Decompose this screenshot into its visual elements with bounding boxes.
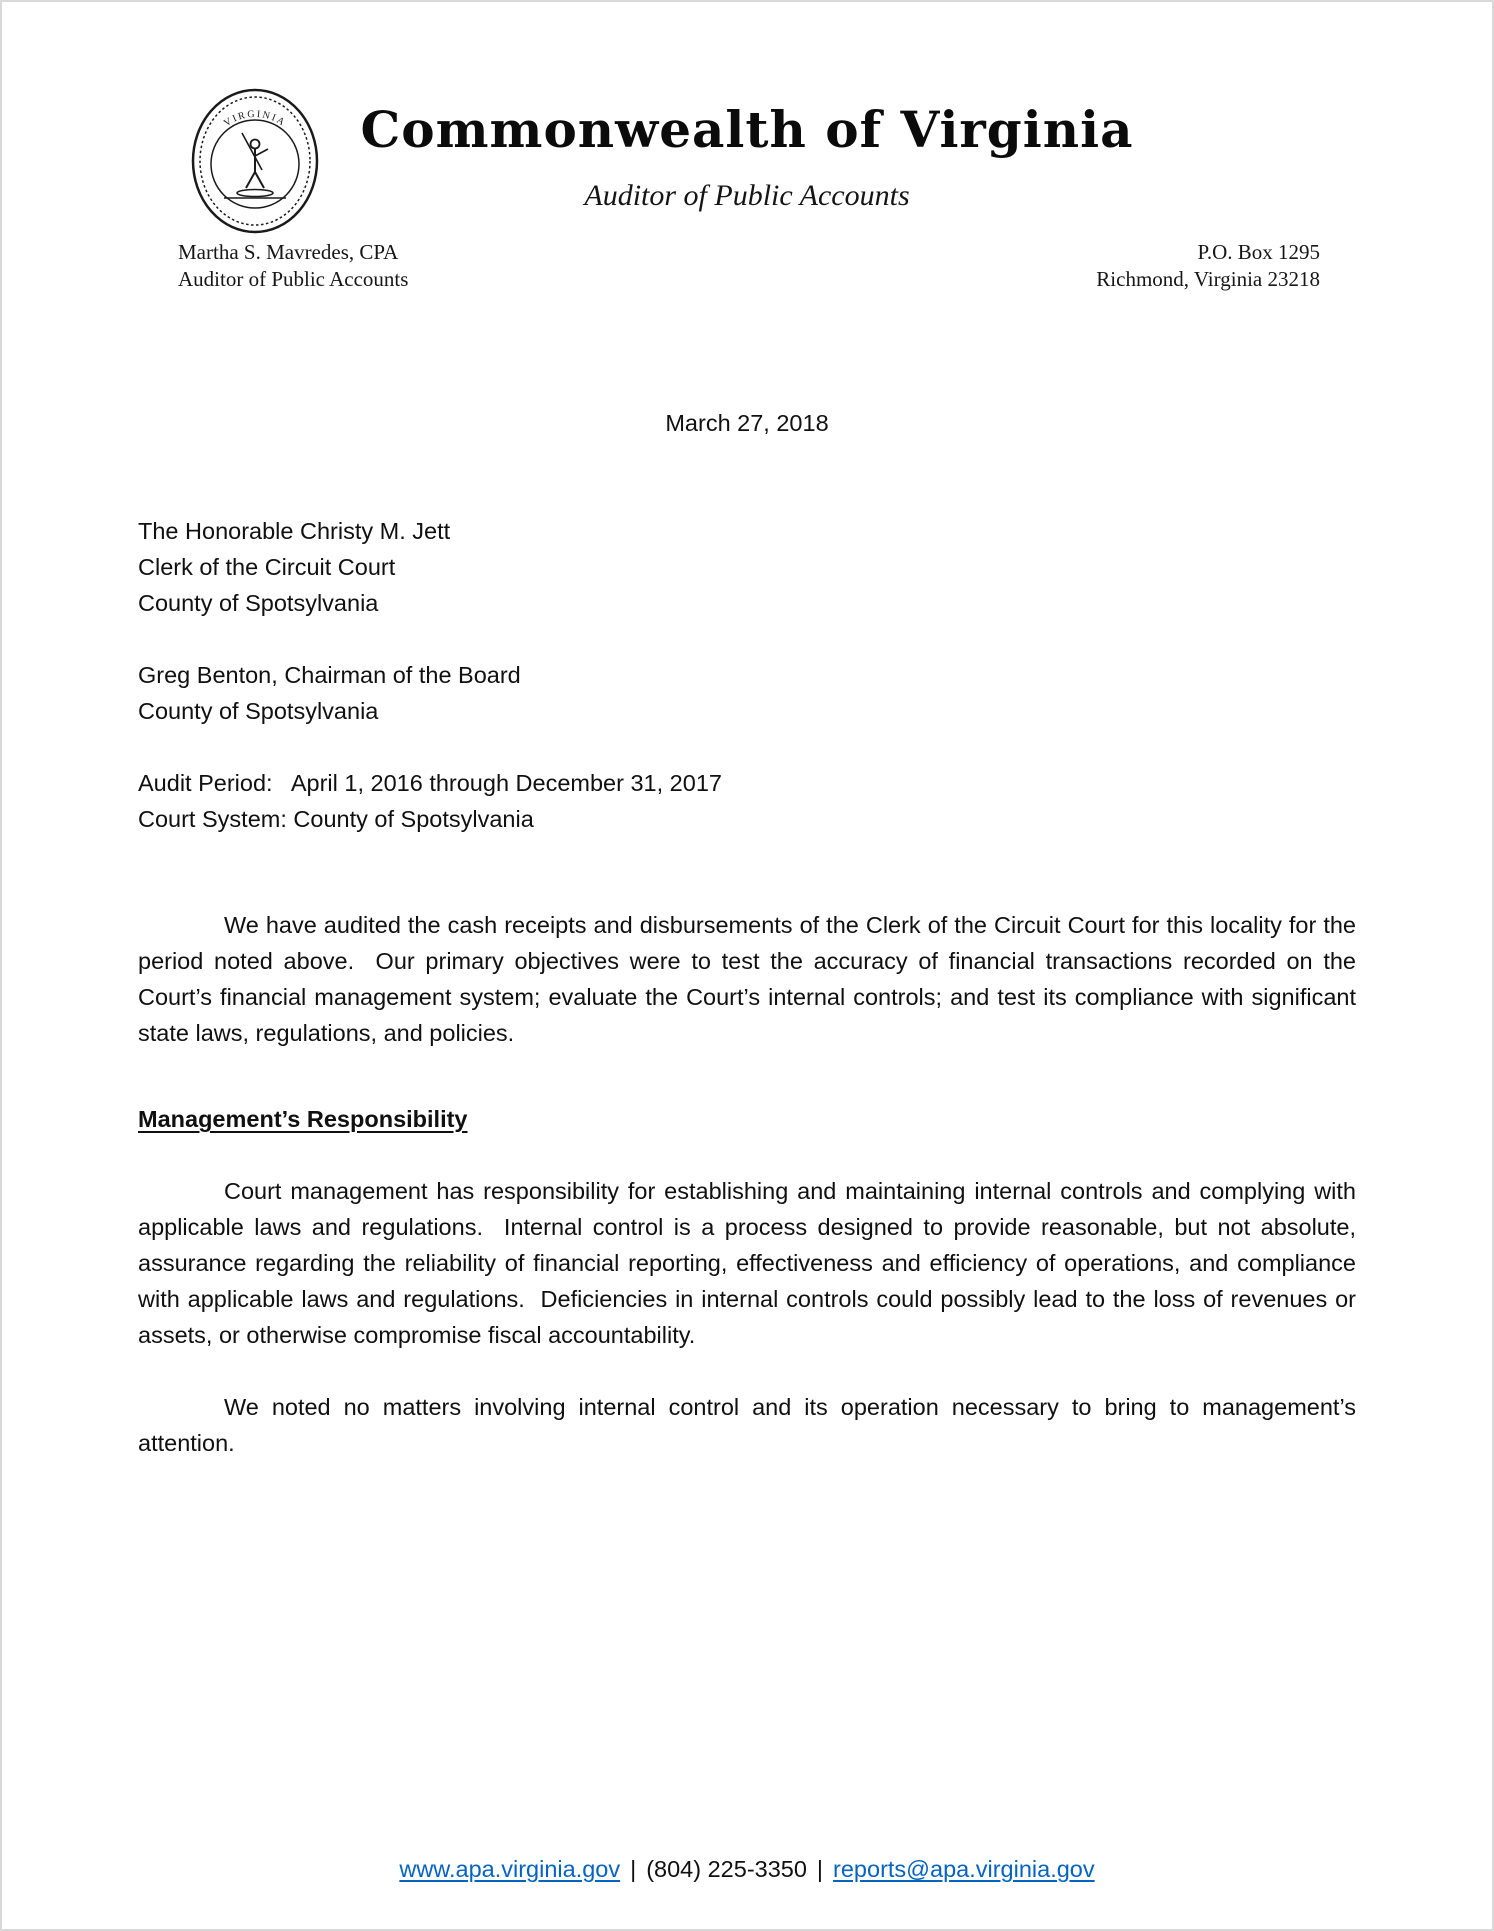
org-subtitle: Auditor of Public Accounts	[584, 179, 910, 212]
letter-body	[138, 405, 1363, 1461]
recipient-block-1	[138, 513, 1356, 621]
body-paragraph-3: We noted no matters involving internal control and its operation necessary to bring to management’s attention.	[138, 1394, 1363, 1456]
audit-period-line: Audit Period: April 1, 2016 through December 31, 2017	[138, 770, 722, 796]
phone-number: (804) 225-3350	[646, 1856, 807, 1882]
footer-separator: |	[630, 1856, 637, 1882]
recipient-locality: County of Spotsylvania	[138, 698, 379, 724]
section-heading-managements-responsibility: Management’s Responsibility	[138, 1106, 468, 1132]
recipient-locality: County of Spotsylvania	[138, 590, 379, 616]
virginia-seal-icon	[190, 86, 320, 236]
page-footer	[2, 1856, 1492, 1883]
court-system-line: Court System: County of Spotsylvania	[138, 806, 534, 832]
letter-date: March 27, 2018	[665, 410, 829, 436]
audit-info-block	[138, 765, 1356, 837]
auditor-block	[138, 239, 408, 293]
letterhead-info-row	[138, 239, 1356, 293]
body-paragraph-1: We have audited the cash receipts and disbursements of the Clerk of the Circuit Court for this locality for the period noted above. Our primary objectives were to test the accuracy of financial transactions recorded on the Court’s financial management system; evaluate the Court’s internal controls; and test its compliance with significant state laws, regulations, and policies.	[138, 912, 1363, 1046]
website-link[interactable]: www.apa.virginia.gov	[399, 1856, 621, 1882]
auditor-title: Auditor of Public Accounts	[178, 267, 409, 291]
recipient-name: Greg Benton, Chairman of the Board	[138, 662, 521, 688]
seal-arc-text: VIRGINIA	[221, 108, 289, 130]
recipient-block-2	[138, 657, 1356, 729]
body-paragraph-2: Court management has responsibility for establishing and maintaining internal controls and complying with applicable laws and regulations. Internal control is a process designed to provide reasonable, but not absolute, assurance regarding the reliability of financial reporting, effectiveness and efficiency of operations, and compliance with applicable laws and regulations. Deficiencies in internal controls could possibly lead to the loss of revenues or assets, or otherwise compromise fiscal accountability.	[138, 1178, 1363, 1348]
city-state-zip-line: Richmond, Virginia 23218	[1096, 267, 1320, 291]
letterhead	[138, 2, 1356, 213]
recipient-title: Clerk of the Circuit Court	[138, 554, 396, 580]
footer-separator: |	[816, 1856, 824, 1882]
org-title: Commonwealth of Virginia	[360, 100, 1134, 159]
address-block	[1096, 239, 1356, 293]
auditor-name: Martha S. Mavredes, CPA	[178, 240, 399, 264]
recipient-name: The Honorable Christy M. Jett	[138, 518, 451, 544]
email-link[interactable]: reports@apa.virginia.gov	[833, 1856, 1095, 1882]
po-box-line: P.O. Box 1295	[1197, 240, 1320, 264]
